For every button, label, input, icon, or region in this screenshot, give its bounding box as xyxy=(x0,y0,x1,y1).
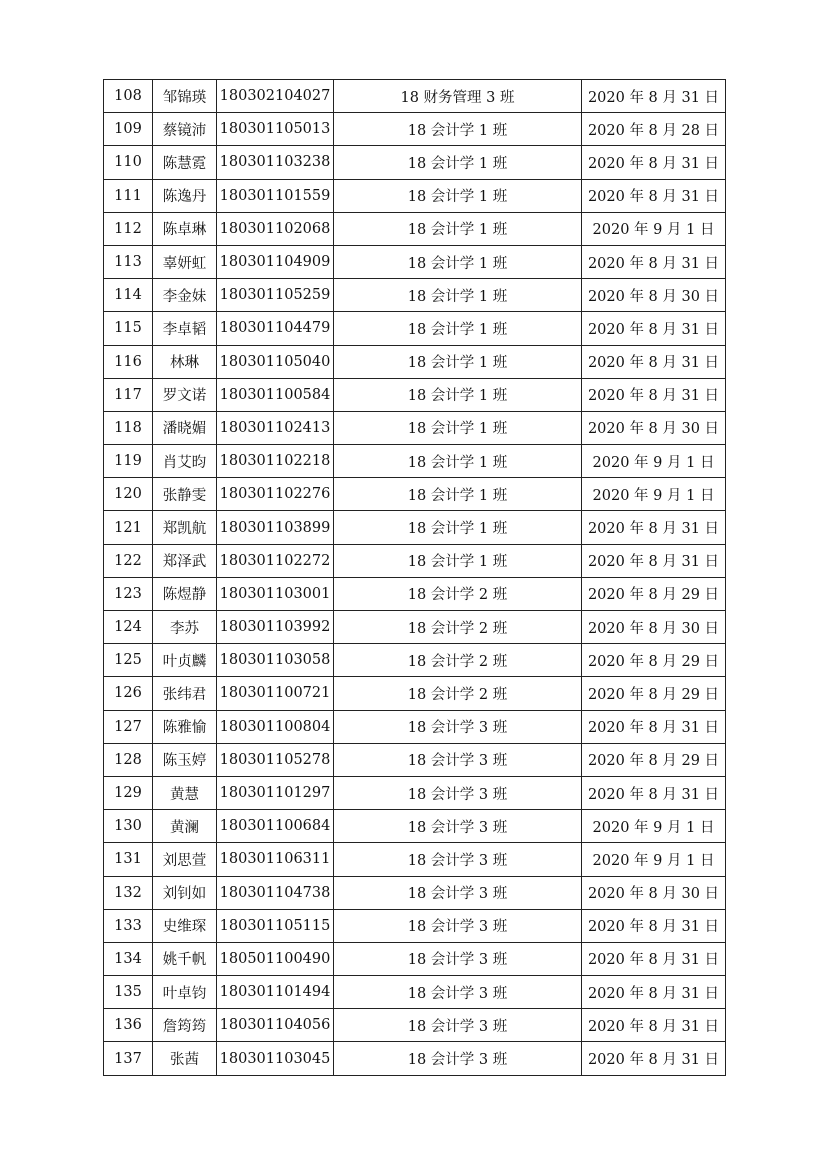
date-cell: 2020 年 8 月 29 日 xyxy=(582,644,726,677)
class-name-cell: 18 会计学 3 班 xyxy=(334,942,582,975)
student-name-cell: 蔡镜沛 xyxy=(153,113,217,146)
row-number-cell: 109 xyxy=(104,113,153,146)
table-row xyxy=(104,611,726,644)
student-id-cell: 180301104738 xyxy=(217,876,334,909)
date-cell: 2020 年 8 月 31 日 xyxy=(582,80,726,113)
class-name-cell: 18 会计学 1 班 xyxy=(334,179,582,212)
table-row xyxy=(104,511,726,544)
student-name-cell: 黄澜 xyxy=(153,810,217,843)
student-name-cell: 叶卓钧 xyxy=(153,976,217,1009)
class-name-cell: 18 会计学 3 班 xyxy=(334,843,582,876)
student-id-cell: 180301103899 xyxy=(217,511,334,544)
table-row xyxy=(104,478,726,511)
date-cell: 2020 年 8 月 30 日 xyxy=(582,876,726,909)
student-name-cell: 叶贞麟 xyxy=(153,644,217,677)
student-id-cell: 180301101559 xyxy=(217,179,334,212)
table-row xyxy=(104,378,726,411)
date-cell: 2020 年 8 月 30 日 xyxy=(582,279,726,312)
table-row xyxy=(104,312,726,345)
row-number-cell: 128 xyxy=(104,743,153,776)
row-number-cell: 123 xyxy=(104,577,153,610)
roster-body xyxy=(104,80,726,1076)
row-number-cell: 112 xyxy=(104,212,153,245)
table-row xyxy=(104,1042,726,1075)
date-cell: 2020 年 8 月 30 日 xyxy=(582,611,726,644)
class-name-cell: 18 会计学 1 班 xyxy=(334,378,582,411)
table-row xyxy=(104,1009,726,1042)
student-id-cell: 180301104479 xyxy=(217,312,334,345)
date-cell: 2020 年 9 月 1 日 xyxy=(582,478,726,511)
date-cell: 2020 年 8 月 31 日 xyxy=(582,976,726,1009)
class-name-cell: 18 会计学 1 班 xyxy=(334,146,582,179)
row-number-cell: 111 xyxy=(104,179,153,212)
student-name-cell: 陈雅愉 xyxy=(153,710,217,743)
student-name-cell: 郑泽武 xyxy=(153,544,217,577)
student-name-cell: 潘晓媚 xyxy=(153,411,217,444)
date-cell: 2020 年 8 月 31 日 xyxy=(582,179,726,212)
table-row xyxy=(104,843,726,876)
class-name-cell: 18 会计学 1 班 xyxy=(334,511,582,544)
table-row xyxy=(104,146,726,179)
student-id-cell: 180301104909 xyxy=(217,245,334,278)
date-cell: 2020 年 8 月 31 日 xyxy=(582,146,726,179)
student-id-cell: 180301102413 xyxy=(217,411,334,444)
row-number-cell: 114 xyxy=(104,279,153,312)
row-number-cell: 113 xyxy=(104,245,153,278)
table-row xyxy=(104,245,726,278)
class-name-cell: 18 会计学 3 班 xyxy=(334,810,582,843)
table-row xyxy=(104,976,726,1009)
class-name-cell: 18 会计学 3 班 xyxy=(334,976,582,1009)
student-name-cell: 李苏 xyxy=(153,611,217,644)
class-name-cell: 18 会计学 1 班 xyxy=(334,212,582,245)
class-name-cell: 18 会计学 3 班 xyxy=(334,876,582,909)
class-name-cell: 18 财务管理 3 班 xyxy=(334,80,582,113)
class-name-cell: 18 会计学 1 班 xyxy=(334,113,582,146)
class-name-cell: 18 会计学 3 班 xyxy=(334,1042,582,1075)
table-row xyxy=(104,179,726,212)
row-number-cell: 136 xyxy=(104,1009,153,1042)
table-row xyxy=(104,345,726,378)
table-row xyxy=(104,942,726,975)
student-name-cell: 史维琛 xyxy=(153,909,217,942)
student-roster-table xyxy=(103,79,726,1076)
student-name-cell: 詹筠筠 xyxy=(153,1009,217,1042)
student-id-cell: 180301102276 xyxy=(217,478,334,511)
student-id-cell: 180501100490 xyxy=(217,942,334,975)
table-row xyxy=(104,710,726,743)
student-id-cell: 180301103238 xyxy=(217,146,334,179)
row-number-cell: 108 xyxy=(104,80,153,113)
class-name-cell: 18 会计学 2 班 xyxy=(334,644,582,677)
class-name-cell: 18 会计学 2 班 xyxy=(334,677,582,710)
student-name-cell: 张静雯 xyxy=(153,478,217,511)
student-name-cell: 张纬君 xyxy=(153,677,217,710)
student-id-cell: 180302104027 xyxy=(217,80,334,113)
date-cell: 2020 年 8 月 31 日 xyxy=(582,710,726,743)
date-cell: 2020 年 8 月 31 日 xyxy=(582,1042,726,1075)
class-name-cell: 18 会计学 1 班 xyxy=(334,245,582,278)
date-cell: 2020 年 9 月 1 日 xyxy=(582,810,726,843)
student-id-cell: 180301105013 xyxy=(217,113,334,146)
student-name-cell: 陈煜静 xyxy=(153,577,217,610)
date-cell: 2020 年 8 月 31 日 xyxy=(582,312,726,345)
class-name-cell: 18 会计学 3 班 xyxy=(334,743,582,776)
row-number-cell: 131 xyxy=(104,843,153,876)
class-name-cell: 18 会计学 3 班 xyxy=(334,909,582,942)
date-cell: 2020 年 8 月 28 日 xyxy=(582,113,726,146)
table-row xyxy=(104,113,726,146)
student-id-cell: 180301105278 xyxy=(217,743,334,776)
class-name-cell: 18 会计学 1 班 xyxy=(334,312,582,345)
student-name-cell: 李金妹 xyxy=(153,279,217,312)
student-id-cell: 180301106311 xyxy=(217,843,334,876)
class-name-cell: 18 会计学 3 班 xyxy=(334,776,582,809)
student-id-cell: 180301103001 xyxy=(217,577,334,610)
row-number-cell: 130 xyxy=(104,810,153,843)
row-number-cell: 122 xyxy=(104,544,153,577)
date-cell: 2020 年 8 月 30 日 xyxy=(582,411,726,444)
table-row xyxy=(104,810,726,843)
class-name-cell: 18 会计学 1 班 xyxy=(334,279,582,312)
row-number-cell: 119 xyxy=(104,445,153,478)
table-row xyxy=(104,577,726,610)
row-number-cell: 132 xyxy=(104,876,153,909)
date-cell: 2020 年 8 月 31 日 xyxy=(582,345,726,378)
student-name-cell: 陈卓琳 xyxy=(153,212,217,245)
class-name-cell: 18 会计学 2 班 xyxy=(334,611,582,644)
date-cell: 2020 年 8 月 29 日 xyxy=(582,677,726,710)
row-number-cell: 133 xyxy=(104,909,153,942)
class-name-cell: 18 会计学 1 班 xyxy=(334,544,582,577)
student-name-cell: 刘思萱 xyxy=(153,843,217,876)
row-number-cell: 129 xyxy=(104,776,153,809)
class-name-cell: 18 会计学 1 班 xyxy=(334,345,582,378)
student-id-cell: 180301100721 xyxy=(217,677,334,710)
student-name-cell: 姚千帆 xyxy=(153,942,217,975)
date-cell: 2020 年 9 月 1 日 xyxy=(582,445,726,478)
date-cell: 2020 年 8 月 31 日 xyxy=(582,909,726,942)
row-number-cell: 126 xyxy=(104,677,153,710)
table-row xyxy=(104,644,726,677)
student-name-cell: 肖艾昀 xyxy=(153,445,217,478)
table-row xyxy=(104,411,726,444)
class-name-cell: 18 会计学 3 班 xyxy=(334,1009,582,1042)
date-cell: 2020 年 8 月 31 日 xyxy=(582,942,726,975)
date-cell: 2020 年 8 月 31 日 xyxy=(582,245,726,278)
table-row xyxy=(104,743,726,776)
row-number-cell: 125 xyxy=(104,644,153,677)
date-cell: 2020 年 8 月 29 日 xyxy=(582,743,726,776)
table-row xyxy=(104,776,726,809)
table-row xyxy=(104,445,726,478)
row-number-cell: 120 xyxy=(104,478,153,511)
student-name-cell: 李卓韬 xyxy=(153,312,217,345)
class-name-cell: 18 会计学 2 班 xyxy=(334,577,582,610)
table-row xyxy=(104,80,726,113)
student-id-cell: 180301101494 xyxy=(217,976,334,1009)
student-id-cell: 180301100584 xyxy=(217,378,334,411)
student-name-cell: 罗文诺 xyxy=(153,378,217,411)
date-cell: 2020 年 9 月 1 日 xyxy=(582,212,726,245)
student-name-cell: 黄慧 xyxy=(153,776,217,809)
student-name-cell: 陈慧霓 xyxy=(153,146,217,179)
student-name-cell: 张茜 xyxy=(153,1042,217,1075)
student-id-cell: 180301100684 xyxy=(217,810,334,843)
row-number-cell: 124 xyxy=(104,611,153,644)
date-cell: 2020 年 9 月 1 日 xyxy=(582,843,726,876)
table-row xyxy=(104,544,726,577)
row-number-cell: 127 xyxy=(104,710,153,743)
class-name-cell: 18 会计学 1 班 xyxy=(334,445,582,478)
student-id-cell: 180301105115 xyxy=(217,909,334,942)
student-id-cell: 180301102068 xyxy=(217,212,334,245)
date-cell: 2020 年 8 月 29 日 xyxy=(582,577,726,610)
student-id-cell: 180301102218 xyxy=(217,445,334,478)
student-id-cell: 180301103992 xyxy=(217,611,334,644)
student-name-cell: 邹锦瑛 xyxy=(153,80,217,113)
row-number-cell: 121 xyxy=(104,511,153,544)
date-cell: 2020 年 8 月 31 日 xyxy=(582,544,726,577)
row-number-cell: 134 xyxy=(104,942,153,975)
date-cell: 2020 年 8 月 31 日 xyxy=(582,378,726,411)
student-id-cell: 180301105259 xyxy=(217,279,334,312)
table-row xyxy=(104,212,726,245)
row-number-cell: 115 xyxy=(104,312,153,345)
row-number-cell: 137 xyxy=(104,1042,153,1075)
student-id-cell: 180301103058 xyxy=(217,644,334,677)
class-name-cell: 18 会计学 1 班 xyxy=(334,478,582,511)
date-cell: 2020 年 8 月 31 日 xyxy=(582,776,726,809)
table-row xyxy=(104,876,726,909)
row-number-cell: 135 xyxy=(104,976,153,1009)
student-id-cell: 180301104056 xyxy=(217,1009,334,1042)
student-id-cell: 180301103045 xyxy=(217,1042,334,1075)
student-name-cell: 陈玉婷 xyxy=(153,743,217,776)
student-name-cell: 郑凯航 xyxy=(153,511,217,544)
table-row xyxy=(104,677,726,710)
row-number-cell: 116 xyxy=(104,345,153,378)
student-name-cell: 陈逸丹 xyxy=(153,179,217,212)
row-number-cell: 117 xyxy=(104,378,153,411)
student-name-cell: 辜妍虹 xyxy=(153,245,217,278)
student-name-cell: 刘钊如 xyxy=(153,876,217,909)
class-name-cell: 18 会计学 3 班 xyxy=(334,710,582,743)
class-name-cell: 18 会计学 1 班 xyxy=(334,411,582,444)
student-name-cell: 林琳 xyxy=(153,345,217,378)
student-id-cell: 180301100804 xyxy=(217,710,334,743)
row-number-cell: 118 xyxy=(104,411,153,444)
table-row xyxy=(104,279,726,312)
student-id-cell: 180301102272 xyxy=(217,544,334,577)
row-number-cell: 110 xyxy=(104,146,153,179)
date-cell: 2020 年 8 月 31 日 xyxy=(582,511,726,544)
student-id-cell: 180301105040 xyxy=(217,345,334,378)
table-row xyxy=(104,909,726,942)
date-cell: 2020 年 8 月 31 日 xyxy=(582,1009,726,1042)
student-id-cell: 180301101297 xyxy=(217,776,334,809)
